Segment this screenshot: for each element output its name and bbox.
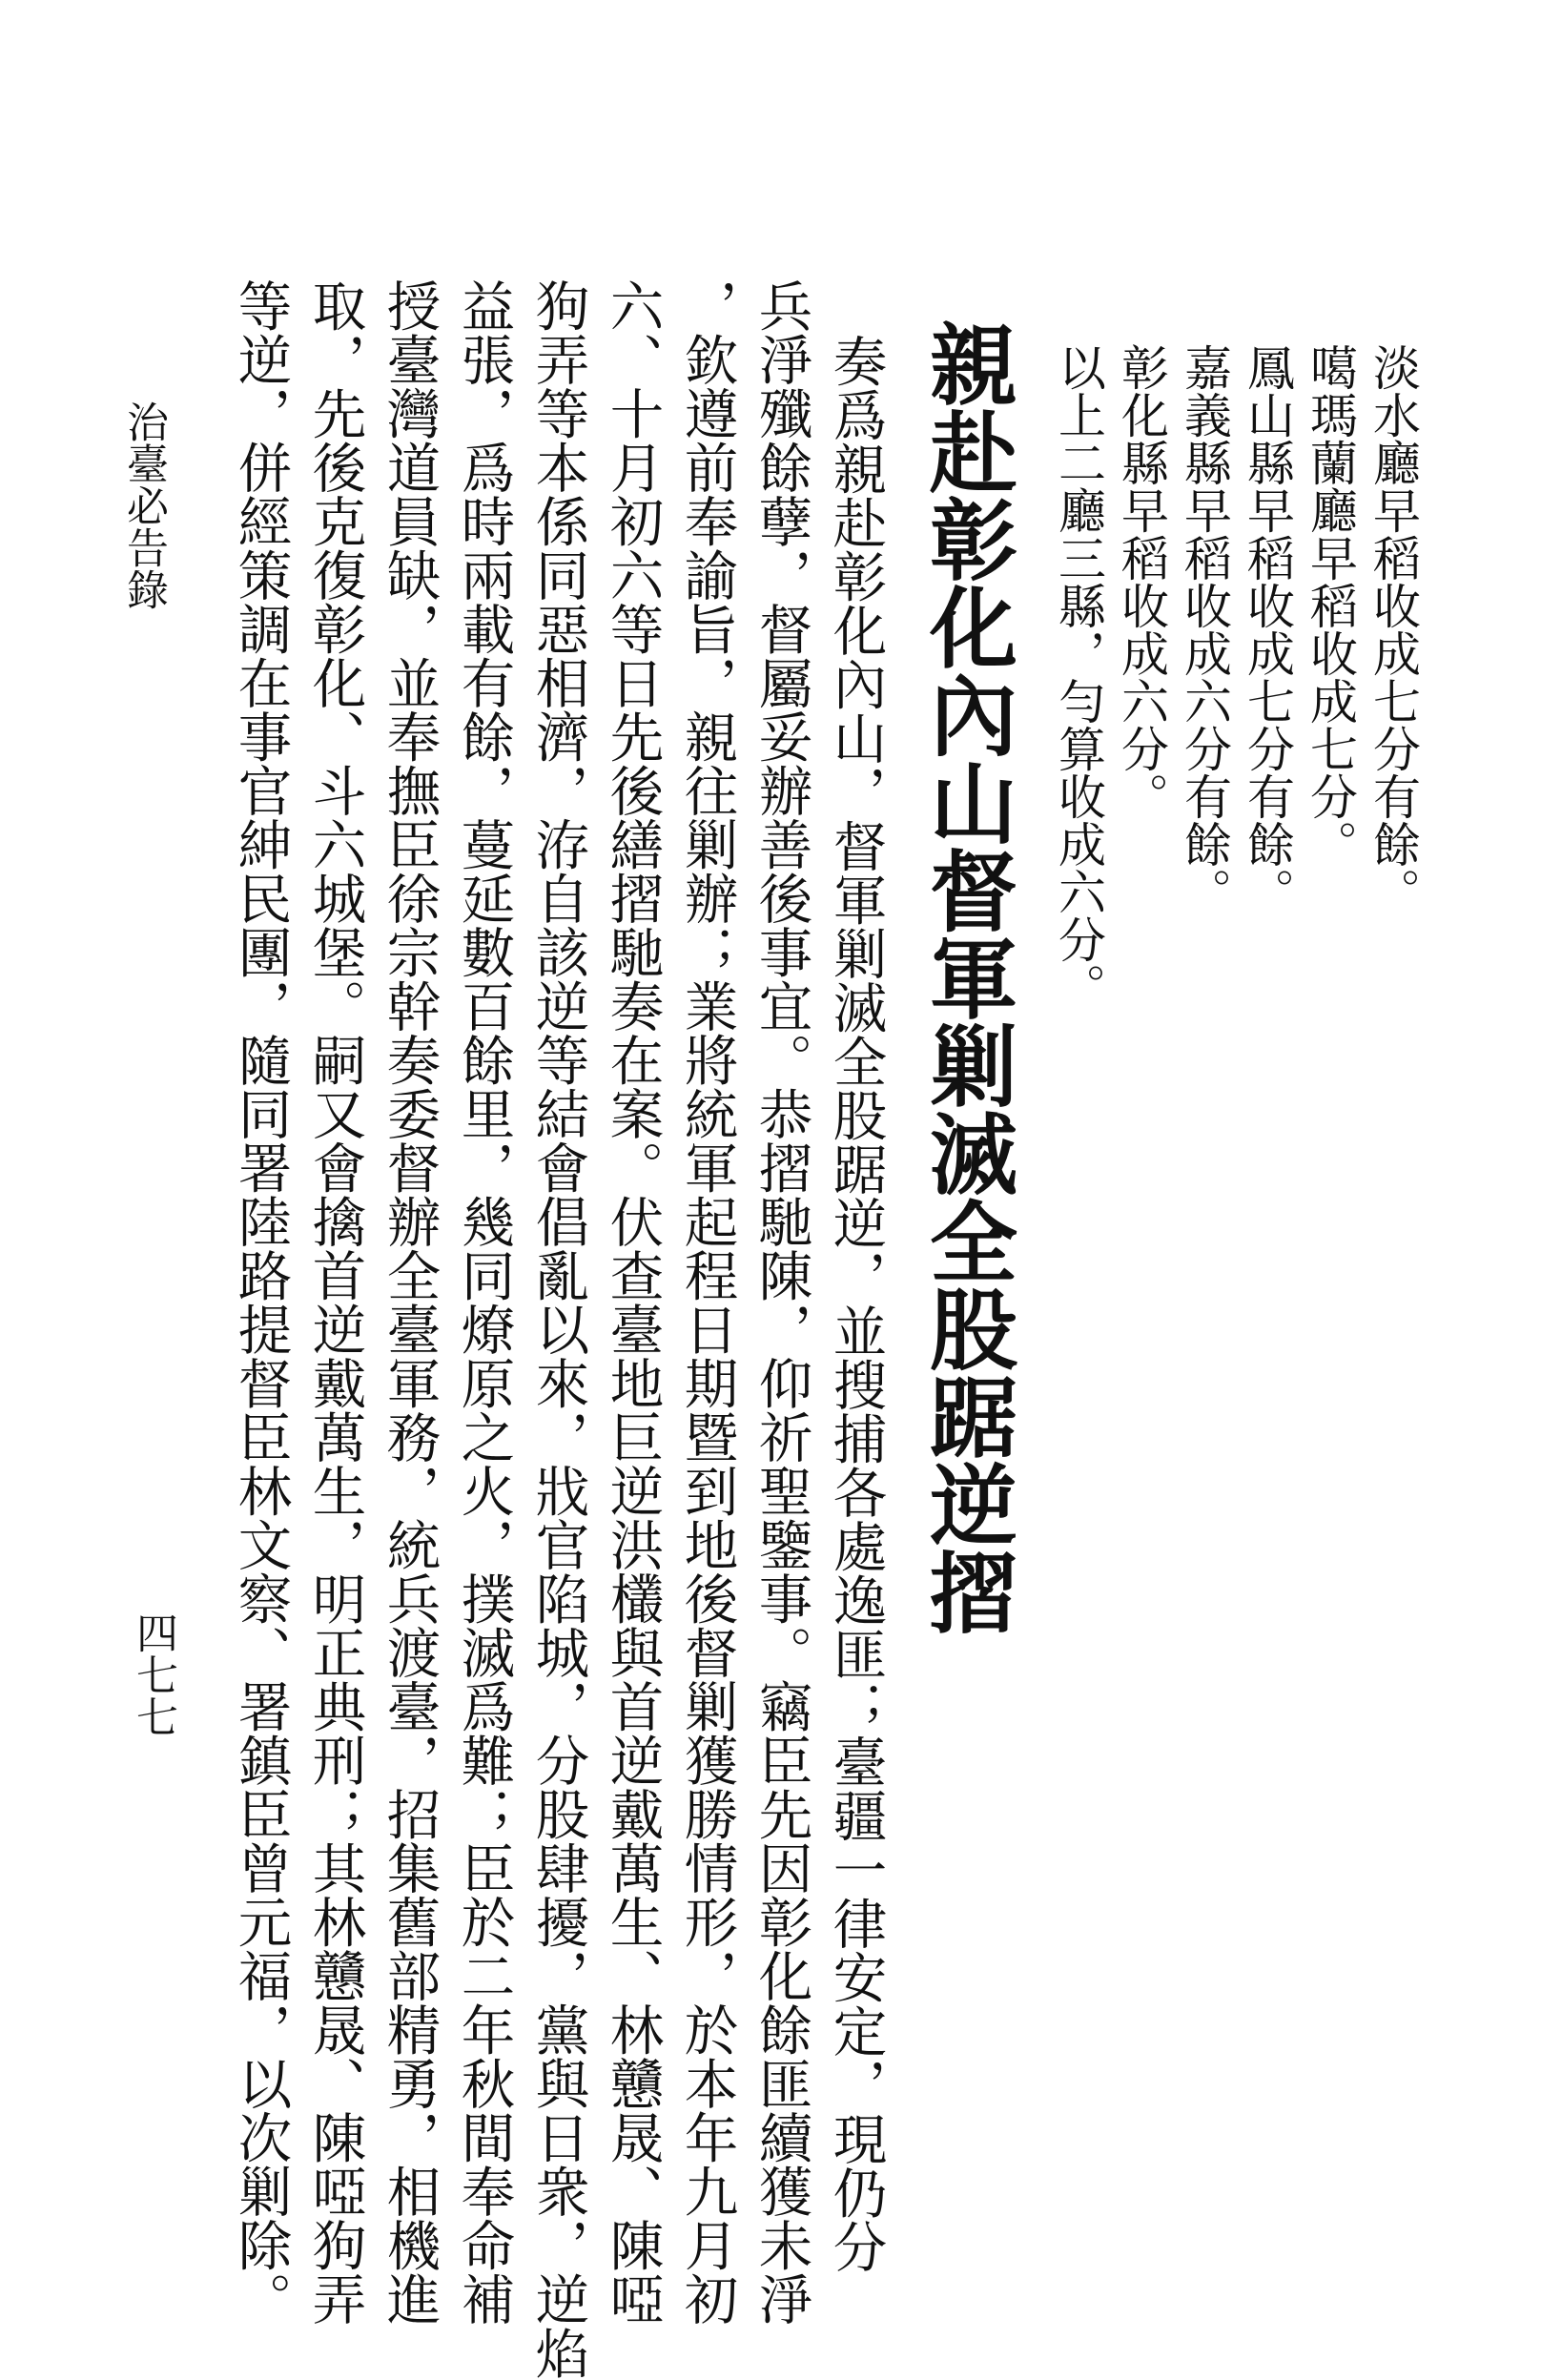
body-column-4: 六、十月初六等日先後繕摺馳奏在案。伏查臺地巨逆洪欉與首逆戴萬生、林戇晟、陳啞 [601,278,664,2326]
harvest-line-1: 淡水廳早稻收成七分有餘。 [1366,343,1421,915]
body-column-9: 等逆，併經策調在事官紳民團，隨同署陸路提督臣林文察、署鎮臣曾元福，以次剿除。 [229,278,292,2326]
body-column-3: ，欽遵前奉諭旨，親往剿辦；業將統軍起程日期暨到地後督剿獲勝情形，於本年九月初 [675,278,738,2326]
harvest-line-4: 嘉義縣早稻收成六分有餘。 [1177,343,1232,915]
harvest-line-6: 以上二廳三縣，勻算收成六分。 [1051,343,1106,1011]
body-column-7: 授臺灣道員缺，並奉撫臣徐宗幹奏委督辦全臺軍務，統兵渡臺，招集舊部精勇，相機進 [378,278,441,2326]
memorial-title: 親赴彰化內山督軍剿滅全股踞逆摺 [915,319,1018,1635]
running-title: 治臺必告錄 [119,400,168,610]
harvest-line-5: 彰化縣早稻收成六分。 [1114,343,1169,820]
body-column-1: 奏爲親赴彰化內山，督軍剿滅全股踞逆，並搜捕各處逸匪；臺疆一律安定，現仍分 [824,334,887,2273]
body-column-2: 兵淨殲餘孽，督屬妥辦善後事宜。恭摺馳陳，仰祈聖鑒事。竊臣先因彰化餘匪續獲未淨 [750,278,812,2326]
harvest-line-2: 噶瑪蘭廳早稻收成七分。 [1303,343,1358,868]
page-number: 四七七 [129,1611,177,1737]
body-column-6: 益張，爲時兩載有餘，蔓延數百餘里，幾同燎原之火，撲滅爲難；臣於二年秋間奉命補 [452,278,515,2326]
body-column-5: 狗弄等本係同惡相濟，洊自該逆等結會倡亂以來，戕官陷城，分股肆擾，黨與日衆，逆焰 [526,278,589,2380]
body-column-8: 取，先後克復彰化、斗六城堡。嗣又會擒首逆戴萬生，明正典刑；其林戇晟、陳啞狗弄 [303,278,366,2326]
harvest-line-3: 鳳山縣早稻收成七分有餘。 [1240,343,1295,915]
